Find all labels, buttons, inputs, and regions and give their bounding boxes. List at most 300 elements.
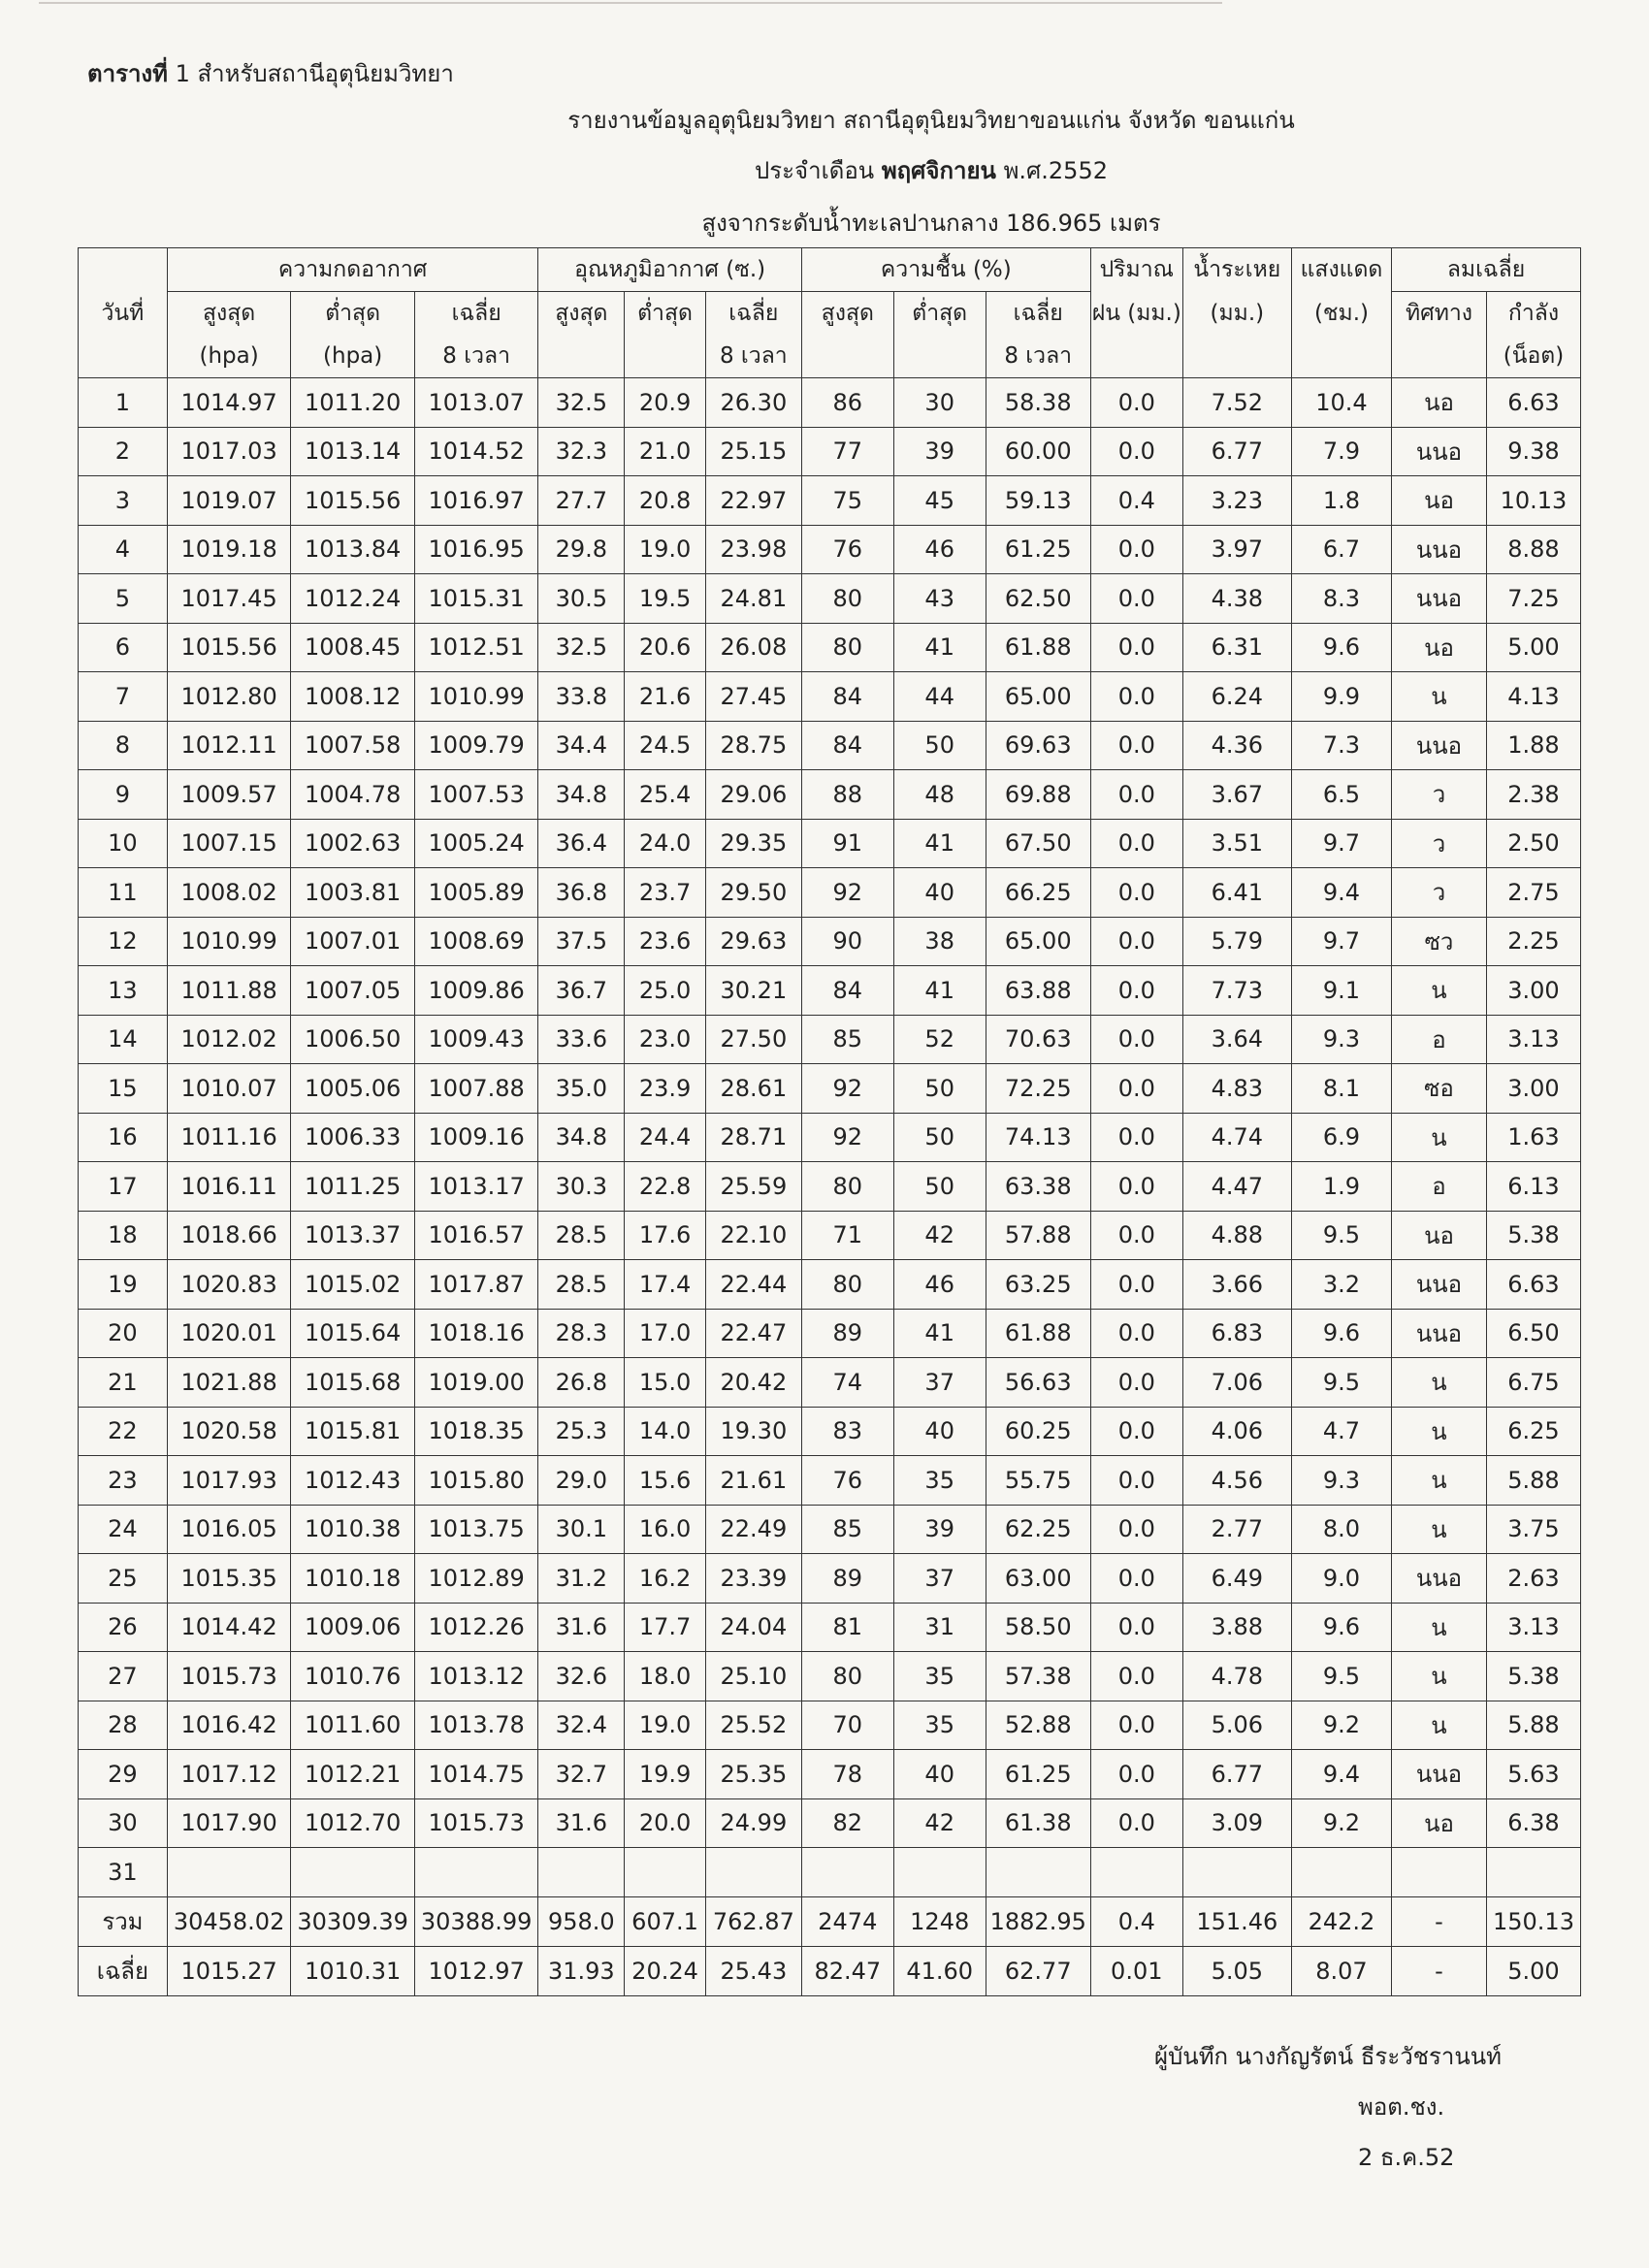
cell-temp-min: 21.6: [625, 672, 706, 722]
cell-temp-avg: 29.63: [705, 917, 801, 966]
table-footer: [79, 1896, 1581, 1995]
average-temp-max: 31.93: [538, 1946, 625, 1995]
cell-temp-max: 26.8: [538, 1358, 625, 1408]
cell-sun: 9.5: [1291, 1652, 1391, 1701]
total-wind-speed: 150.13: [1486, 1896, 1580, 1946]
cell-pressure-avg: 1009.86: [414, 966, 538, 1016]
cell-hum-avg: 65.00: [986, 917, 1090, 966]
cell-wind-speed: 6.63: [1486, 378, 1580, 428]
cell-wind-speed: 6.50: [1486, 1309, 1580, 1358]
cell-temp-max: 36.8: [538, 868, 625, 918]
unit-temp-avg: 8 เวลา: [705, 335, 801, 378]
table-row: [79, 1358, 1581, 1408]
table-row: [79, 476, 1581, 526]
cell-rain: 0.0: [1090, 819, 1182, 868]
cell-temp-min: 23.7: [625, 868, 706, 918]
table-row: [79, 525, 1581, 574]
cell-day: 7: [79, 672, 168, 722]
cell-hum-max: 85: [801, 1015, 893, 1064]
cell-hum-min: 38: [893, 917, 986, 966]
cell-hum-max: 89: [801, 1554, 893, 1604]
cell-wind-speed: 5.63: [1486, 1750, 1580, 1799]
cell-evap: 7.06: [1182, 1358, 1291, 1408]
cell-temp-avg: 23.39: [705, 1554, 801, 1604]
col-evap-1: น้ำระเหย: [1182, 248, 1291, 292]
cell-pressure-min: 1006.50: [291, 1015, 415, 1064]
cell-temp-avg: 25.10: [705, 1652, 801, 1701]
cell-temp-min: 20.9: [625, 378, 706, 428]
cell-sun: 10.4: [1291, 378, 1391, 428]
cell-pressure-max: 1012.02: [167, 1015, 291, 1064]
table-row: [79, 1113, 1581, 1162]
cell-rain: 0.0: [1090, 1603, 1182, 1652]
cell-rain: 0.0: [1090, 1554, 1182, 1604]
cell-wind-speed: 5.88: [1486, 1456, 1580, 1506]
cell-rain: 0.0: [1090, 868, 1182, 918]
table-row: [79, 1260, 1581, 1310]
cell-temp-avg: 22.97: [705, 476, 801, 526]
cell-temp-max: 28.3: [538, 1309, 625, 1358]
cell-pressure-avg: 1013.75: [414, 1505, 538, 1554]
cell-pressure-min: 1006.33: [291, 1113, 415, 1162]
cell-wind-dir: น: [1392, 1113, 1487, 1162]
cell-temp-avg: 29.50: [705, 868, 801, 918]
cell-temp-min: 23.6: [625, 917, 706, 966]
month-line: [107, 151, 1649, 189]
cell-rain: 0.0: [1090, 1309, 1182, 1358]
cell-temp-avg: 24.81: [705, 574, 801, 624]
total-hum-avg: 1882.95: [986, 1896, 1090, 1946]
cell-pressure-avg: 1012.51: [414, 623, 538, 672]
cell-temp-max: 33.8: [538, 672, 625, 722]
cell-temp-max: 33.6: [538, 1015, 625, 1064]
cell-wind-speed: 3.13: [1486, 1015, 1580, 1064]
cell-wind-dir: นอ: [1392, 378, 1487, 428]
cell-wind-speed: 6.13: [1486, 1162, 1580, 1212]
cell-evap: [1182, 1848, 1291, 1897]
col-pressure-max: สูงสุด: [167, 292, 291, 336]
table-body: [79, 378, 1581, 1897]
cell-sun: 4.7: [1291, 1407, 1391, 1456]
cell-temp-avg: 22.49: [705, 1505, 801, 1554]
cell-wind-speed: 7.25: [1486, 574, 1580, 624]
blank-cell: [1090, 335, 1182, 378]
cell-temp-min: 17.6: [625, 1211, 706, 1260]
blank-cell: [893, 335, 986, 378]
cell-sun: 9.2: [1291, 1798, 1391, 1848]
cell-evap: 4.83: [1182, 1064, 1291, 1114]
cell-hum-avg: 69.63: [986, 721, 1090, 770]
cell-pressure-min: 1003.81: [291, 868, 415, 918]
average-evap: 5.05: [1182, 1946, 1291, 1995]
cell-temp-max: 30.3: [538, 1162, 625, 1212]
cell-temp-min: 22.8: [625, 1162, 706, 1212]
unit-pressure-max: (hpa): [167, 335, 291, 378]
cell-pressure-min: 1007.01: [291, 917, 415, 966]
table-row: [79, 917, 1581, 966]
cell-pressure-avg: 1019.00: [414, 1358, 538, 1408]
cell-pressure-max: 1021.88: [167, 1358, 291, 1408]
cell-temp-max: 34.4: [538, 721, 625, 770]
cell-day: 28: [79, 1701, 168, 1750]
cell-temp-max: 34.8: [538, 1113, 625, 1162]
cell-wind-dir: ว: [1392, 819, 1487, 868]
cell-wind-dir: น: [1392, 1505, 1487, 1554]
cell-rain: 0.0: [1090, 672, 1182, 722]
cell-hum-max: 84: [801, 721, 893, 770]
cell-evap: 3.23: [1182, 476, 1291, 526]
blank-cell: [1291, 335, 1391, 378]
average-pressure-avg: 1012.97: [414, 1946, 538, 1995]
cell-wind-dir: ซว: [1392, 917, 1487, 966]
cell-hum-min: 40: [893, 868, 986, 918]
cell-hum-min: 37: [893, 1358, 986, 1408]
cell-wind-dir: [1392, 1848, 1487, 1897]
cell-temp-max: 29.0: [538, 1456, 625, 1506]
cell-pressure-avg: 1007.88: [414, 1064, 538, 1114]
cell-temp-min: 20.8: [625, 476, 706, 526]
cell-wind-speed: 2.63: [1486, 1554, 1580, 1604]
cell-evap: 4.74: [1182, 1113, 1291, 1162]
cell-sun: 8.1: [1291, 1064, 1391, 1114]
table-title: [87, 54, 454, 92]
cell-hum-avg: 63.38: [986, 1162, 1090, 1212]
cell-temp-max: 27.7: [538, 476, 625, 526]
cell-wind-dir: นนอ: [1392, 1554, 1487, 1604]
cell-day: 12: [79, 917, 168, 966]
cell-sun: 9.4: [1291, 1750, 1391, 1799]
table-row: [79, 1211, 1581, 1260]
cell-hum-avg: 61.25: [986, 1750, 1090, 1799]
table-header: [79, 248, 1581, 378]
recorder-name: ผู้บันทึก นางกัญรัตน์ ธีระวัชรานนท์: [1154, 2043, 1502, 2070]
cell-wind-speed: 5.38: [1486, 1652, 1580, 1701]
cell-pressure-max: 1019.18: [167, 525, 291, 574]
cell-hum-min: 42: [893, 1798, 986, 1848]
cell-temp-min: 21.0: [625, 427, 706, 476]
cell-hum-max: 92: [801, 868, 893, 918]
cell-temp-min: 24.0: [625, 819, 706, 868]
cell-hum-avg: 61.38: [986, 1798, 1090, 1848]
cell-temp-avg: 26.30: [705, 378, 801, 428]
cell-wind-speed: 1.63: [1486, 1113, 1580, 1162]
cell-pressure-max: 1017.45: [167, 574, 291, 624]
cell-day: 3: [79, 476, 168, 526]
cell-temp-min: 18.0: [625, 1652, 706, 1701]
cell-wind-dir: ซอ: [1392, 1064, 1487, 1114]
weather-table: [78, 247, 1581, 1996]
cell-wind-dir: อ: [1392, 1015, 1487, 1064]
cell-pressure-max: 1017.03: [167, 427, 291, 476]
cell-evap: 6.31: [1182, 623, 1291, 672]
cell-hum-min: 37: [893, 1554, 986, 1604]
cell-temp-max: 35.0: [538, 1064, 625, 1114]
col-temp-avg: เฉลี่ย: [705, 292, 801, 336]
cell-wind-dir: นนอ: [1392, 574, 1487, 624]
cell-hum-min: 46: [893, 525, 986, 574]
cell-pressure-max: 1012.80: [167, 672, 291, 722]
cell-temp-min: 15.6: [625, 1456, 706, 1506]
cell-temp-min: 24.4: [625, 1113, 706, 1162]
cell-pressure-min: 1007.05: [291, 966, 415, 1016]
cell-day: 25: [79, 1554, 168, 1604]
cell-sun: 9.5: [1291, 1358, 1391, 1408]
total-wind-dir: -: [1392, 1896, 1487, 1946]
cell-day: 30: [79, 1798, 168, 1848]
cell-evap: 3.97: [1182, 525, 1291, 574]
average-pressure-max: 1015.27: [167, 1946, 291, 1995]
cell-evap: 6.49: [1182, 1554, 1291, 1604]
cell-hum-max: 70: [801, 1701, 893, 1750]
cell-wind-speed: 2.38: [1486, 770, 1580, 820]
cell-temp-avg: 24.99: [705, 1798, 801, 1848]
cell-rain: 0.0: [1090, 1750, 1182, 1799]
cell-hum-min: 40: [893, 1750, 986, 1799]
cell-hum-min: 41: [893, 1309, 986, 1358]
cell-sun: 9.6: [1291, 1603, 1391, 1652]
blank-cell: [538, 335, 625, 378]
cell-sun: 9.7: [1291, 819, 1391, 868]
table-row: [79, 1603, 1581, 1652]
cell-hum-max: 81: [801, 1603, 893, 1652]
cell-hum-avg: 61.88: [986, 623, 1090, 672]
cell-wind-dir: น: [1392, 1701, 1487, 1750]
cell-evap: 5.06: [1182, 1701, 1291, 1750]
cell-hum-max: 78: [801, 1750, 893, 1799]
col-hum-avg: เฉลี่ย: [986, 292, 1090, 336]
cell-wind-speed: 6.25: [1486, 1407, 1580, 1456]
blank-cell: [1182, 335, 1291, 378]
cell-evap: 3.64: [1182, 1015, 1291, 1064]
col-evap-2: (มม.): [1182, 292, 1291, 336]
cell-sun: 9.7: [1291, 917, 1391, 966]
total-sun: 242.2: [1291, 1896, 1391, 1946]
col-temp-group: อุณหภูมิอากาศ (ซ.): [538, 248, 801, 292]
cell-rain: 0.0: [1090, 1162, 1182, 1212]
cell-pressure-max: 1016.11: [167, 1162, 291, 1212]
cell-temp-min: 23.9: [625, 1064, 706, 1114]
cell-day: 20: [79, 1309, 168, 1358]
cell-pressure-avg: 1012.26: [414, 1603, 538, 1652]
cell-hum-avg: 60.00: [986, 427, 1090, 476]
cell-evap: 4.38: [1182, 574, 1291, 624]
cell-evap: 4.56: [1182, 1456, 1291, 1506]
cell-wind-dir: นนอ: [1392, 1260, 1487, 1310]
cell-evap: 6.77: [1182, 1750, 1291, 1799]
cell-day: 18: [79, 1211, 168, 1260]
cell-hum-max: 80: [801, 1260, 893, 1310]
cell-wind-speed: 2.50: [1486, 819, 1580, 868]
cell-pressure-min: 1015.56: [291, 476, 415, 526]
cell-hum-avg: 60.25: [986, 1407, 1090, 1456]
table-for: สำหรับสถานีอุตุนิยมวิทยา: [197, 60, 454, 87]
cell-pressure-min: 1011.20: [291, 378, 415, 428]
cell-hum-min: 52: [893, 1015, 986, 1064]
cell-pressure-min: 1015.64: [291, 1309, 415, 1358]
average-hum-avg: 62.77: [986, 1946, 1090, 1995]
cell-pressure-avg: 1016.57: [414, 1211, 538, 1260]
cell-wind-dir: นอ: [1392, 1211, 1487, 1260]
cell-hum-avg: 62.50: [986, 574, 1090, 624]
table-row: [79, 868, 1581, 918]
cell-temp-max: 32.3: [538, 427, 625, 476]
table-row: [79, 770, 1581, 820]
cell-hum-avg: 58.38: [986, 378, 1090, 428]
total-temp-avg: 762.87: [705, 1896, 801, 1946]
cell-hum-max: 85: [801, 1505, 893, 1554]
cell-evap: 3.09: [1182, 1798, 1291, 1848]
cell-temp-avg: 23.98: [705, 525, 801, 574]
cell-rain: 0.0: [1090, 1064, 1182, 1114]
cell-pressure-max: 1010.99: [167, 917, 291, 966]
cell-wind-dir: น: [1392, 1407, 1487, 1456]
cell-temp-min: 25.4: [625, 770, 706, 820]
cell-pressure-max: 1014.42: [167, 1603, 291, 1652]
cell-day: 21: [79, 1358, 168, 1408]
cell-sun: 9.5: [1291, 1211, 1391, 1260]
cell-rain: 0.0: [1090, 1505, 1182, 1554]
cell-day: 13: [79, 966, 168, 1016]
col-wind-speed-1: กำลัง: [1486, 292, 1580, 336]
cell-sun: 3.2: [1291, 1260, 1391, 1310]
cell-pressure-max: 1017.93: [167, 1456, 291, 1506]
averages-row: [79, 1946, 1581, 1995]
cell-evap: 3.51: [1182, 819, 1291, 868]
col-hum-max: สูงสุด: [801, 292, 893, 336]
unit-hum-avg: 8 เวลา: [986, 335, 1090, 378]
cell-temp-max: 32.5: [538, 623, 625, 672]
col-wind-dir: ทิศทาง: [1392, 292, 1487, 336]
cell-evap: 3.88: [1182, 1603, 1291, 1652]
cell-temp-avg: 24.04: [705, 1603, 801, 1652]
month-name: พฤศจิกายน: [881, 157, 996, 184]
cell-temp-avg: 22.44: [705, 1260, 801, 1310]
cell-pressure-avg: 1008.69: [414, 917, 538, 966]
cell-hum-max: 92: [801, 1113, 893, 1162]
table-number: 1: [175, 60, 190, 87]
report-line: รายงานข้อมูลอุตุนิยมวิทยา สถานีอุตุนิยมวิทยาขอนแก่น จังหวัด ขอนแก่น: [567, 107, 1295, 134]
cell-evap: 6.83: [1182, 1309, 1291, 1358]
cell-temp-max: 32.6: [538, 1652, 625, 1701]
cell-pressure-max: 1020.01: [167, 1309, 291, 1358]
cell-temp-min: 23.0: [625, 1015, 706, 1064]
cell-hum-max: 80: [801, 574, 893, 624]
cell-day: 16: [79, 1113, 168, 1162]
cell-temp-max: 37.5: [538, 917, 625, 966]
cell-evap: 2.77: [1182, 1505, 1291, 1554]
cell-pressure-min: 1012.21: [291, 1750, 415, 1799]
cell-temp-avg: 25.59: [705, 1162, 801, 1212]
total-pressure-min: 30309.39: [291, 1896, 415, 1946]
cell-hum-min: 50: [893, 1113, 986, 1162]
table-row: [79, 721, 1581, 770]
cell-hum-min: 48: [893, 770, 986, 820]
cell-hum-max: 76: [801, 1456, 893, 1506]
cell-rain: [1090, 1848, 1182, 1897]
cell-pressure-avg: 1012.89: [414, 1554, 538, 1604]
cell-hum-max: 86: [801, 378, 893, 428]
cell-temp-avg: 27.45: [705, 672, 801, 722]
cell-wind-dir: นอ: [1392, 1798, 1487, 1848]
total-rain: 0.4: [1090, 1896, 1182, 1946]
cell-pressure-avg: 1016.95: [414, 525, 538, 574]
cell-wind-speed: 4.13: [1486, 672, 1580, 722]
cell-wind-speed: 1.88: [1486, 721, 1580, 770]
col-hum-min: ต่ำสุด: [893, 292, 986, 336]
cell-wind-dir: นนอ: [1392, 427, 1487, 476]
total-pressure-avg: 30388.99: [414, 1896, 538, 1946]
cell-pressure-max: 1012.11: [167, 721, 291, 770]
col-sun-2: (ชม.): [1291, 292, 1391, 336]
cell-rain: 0.0: [1090, 966, 1182, 1016]
table-row: [79, 574, 1581, 624]
cell-rain: 0.0: [1090, 1798, 1182, 1848]
cell-pressure-min: 1002.63: [291, 819, 415, 868]
cell-hum-max: 80: [801, 1652, 893, 1701]
cell-wind-speed: 9.38: [1486, 427, 1580, 476]
cell-pressure-avg: 1018.16: [414, 1309, 538, 1358]
cell-temp-avg: 25.52: [705, 1701, 801, 1750]
cell-wind-speed: 6.75: [1486, 1358, 1580, 1408]
average-hum-min: 41.60: [893, 1946, 986, 1995]
cell-wind-dir: นอ: [1392, 476, 1487, 526]
cell-wind-dir: น: [1392, 1603, 1487, 1652]
cell-sun: 6.9: [1291, 1113, 1391, 1162]
cell-pressure-max: 1014.97: [167, 378, 291, 428]
cell-hum-avg: 62.25: [986, 1505, 1090, 1554]
table-row: [79, 427, 1581, 476]
cell-pressure-min: 1011.60: [291, 1701, 415, 1750]
cell-hum-avg: 58.50: [986, 1603, 1090, 1652]
cell-wind-dir: ว: [1392, 770, 1487, 820]
cell-temp-min: 20.0: [625, 1798, 706, 1848]
cell-hum-min: 41: [893, 623, 986, 672]
cell-temp-min: 19.5: [625, 574, 706, 624]
cell-sun: 9.3: [1291, 1456, 1391, 1506]
cell-sun: 9.4: [1291, 868, 1391, 918]
cell-pressure-min: [291, 1848, 415, 1897]
cell-temp-min: 17.4: [625, 1260, 706, 1310]
cell-pressure-min: 1005.06: [291, 1064, 415, 1114]
cell-hum-max: 75: [801, 476, 893, 526]
cell-day: 4: [79, 525, 168, 574]
cell-temp-avg: 20.42: [705, 1358, 801, 1408]
cell-hum-min: 35: [893, 1652, 986, 1701]
cell-hum-avg: 61.88: [986, 1309, 1090, 1358]
cell-hum-max: 92: [801, 1064, 893, 1114]
cell-pressure-min: 1013.84: [291, 525, 415, 574]
cell-temp-avg: 30.21: [705, 966, 801, 1016]
col-humidity-group: ความชื้น (%): [801, 248, 1090, 292]
cell-pressure-min: 1004.78: [291, 770, 415, 820]
cell-day: 10: [79, 819, 168, 868]
cell-evap: 3.66: [1182, 1260, 1291, 1310]
cell-pressure-max: 1019.07: [167, 476, 291, 526]
cell-wind-speed: 6.63: [1486, 1260, 1580, 1310]
cell-evap: 4.88: [1182, 1211, 1291, 1260]
cell-hum-min: 50: [893, 1064, 986, 1114]
average-day: เฉลี่ย: [79, 1946, 168, 1995]
cell-pressure-avg: 1009.43: [414, 1015, 538, 1064]
cell-sun: 9.1: [1291, 966, 1391, 1016]
cell-sun: 7.3: [1291, 721, 1391, 770]
cell-pressure-min: 1015.81: [291, 1407, 415, 1456]
cell-temp-avg: 29.35: [705, 819, 801, 868]
cell-hum-avg: 56.63: [986, 1358, 1090, 1408]
cell-temp-min: 17.0: [625, 1309, 706, 1358]
cell-hum-min: [893, 1848, 986, 1897]
cell-day: 19: [79, 1260, 168, 1310]
